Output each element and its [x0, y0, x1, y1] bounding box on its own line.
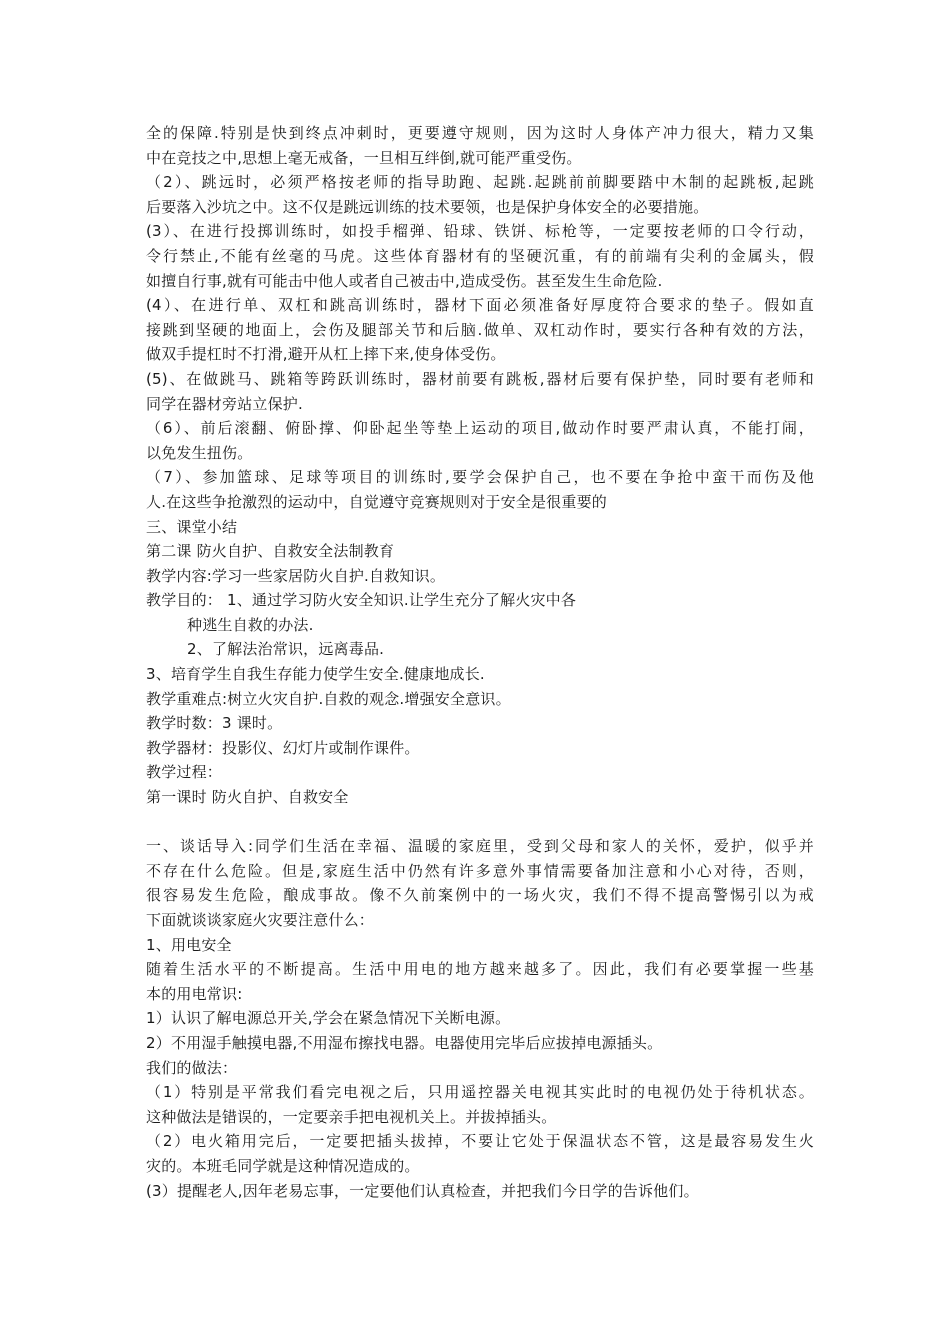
- list-item: (3）提醒老人,因年老易忘事，一定要他们认真检查，并把我们今日学的告诉他们。: [146, 1181, 699, 1200]
- paragraph-line: 教学重难点:树立火灾自护.自救的观念.增强安全意识。: [146, 689, 511, 708]
- paragraph-line: （2）、跳远时，必须严格按老师的指导助跑、起跳.起跳前前脚要踏中木制的起跳板,起跳: [146, 173, 814, 192]
- lesson-title: 第二课 防火自护、自救安全法制教育: [146, 542, 395, 561]
- paragraph-line: 同学在器材旁站立保护.: [146, 394, 303, 413]
- list-item: 1）认识了解电源总开关,学会在紧急情况下关断电源。: [146, 1009, 511, 1028]
- paragraph-line: 如擅自行事,就有可能击中他人或者自己被击中,造成受伤。甚至发生生命危险.: [146, 271, 663, 290]
- paragraph-line: 接跳到坚硬的地面上，会伤及腿部关节和后脑.做单、双杠动作时，要实行各种有效的方法，: [146, 320, 814, 339]
- paragraph-line: 2、了解法治常识，远离毒品.: [187, 640, 385, 659]
- paragraph-line: 全的保障.特别是快到终点冲刺时，更要遵守规则，因为这时人身体产冲力很大，精力又集: [146, 124, 814, 142]
- paragraph-line: 我们的做法：: [146, 1058, 238, 1077]
- paragraph-line: 人.在这些争抢激烈的运动中，自觉遵守竞赛规则对于安全是很重要的: [146, 492, 607, 511]
- paragraph-line: 种逃生自救的办法.: [187, 615, 314, 634]
- paragraph-line: 中在竞技之中,思想上毫无戒备，一旦相互绊倒,就可能严重受伤。: [146, 148, 582, 167]
- paragraph-line: 灾的。本班毛同学就是这种情况造成的。: [146, 1156, 420, 1175]
- list-item: （1）特别是平常我们看完电视之后，只用遥控器关电视其实此时的电视仍处于待机状态。: [146, 1083, 814, 1102]
- section-heading: 三、课堂小结: [146, 517, 238, 536]
- paragraph-line: （7）、参加篮球、足球等项目的训练时,要学会保护自己，也不要在争抢中蛮干而伤及他: [146, 468, 814, 487]
- paragraph-line: 本的用电常识:: [146, 984, 243, 1003]
- paragraph-line: 教学时数：3 课时。: [146, 714, 283, 733]
- paragraph-line: 教学内容:学习一些家居防火自护.自救知识。: [146, 566, 446, 585]
- paragraph-line: 下面就谈谈家庭火灾要注意什么：: [146, 911, 375, 929]
- subsection-heading: 1、用电安全: [146, 935, 232, 954]
- paragraph-line: (5)、在做跳马、跳箱等跨跃训练时，器材前要有跳板,器材后要有保护垫，同时要有老师和: [146, 369, 814, 388]
- paragraph-line: 做双手提杠时不打滑,避开从杠上摔下来,使身体受伤。: [146, 345, 506, 364]
- blank-line: [146, 810, 814, 835]
- paragraph-line: 后要落入沙坑之中。这不仅是跳远训练的技术要领，也是保护身体安全的必要措施。: [146, 197, 709, 216]
- paragraph-line: 很容易发生危险，酿成事故。像不久前案例中的一场火灾，我们不得不提高警惕引以为戒: [146, 886, 814, 905]
- list-item: （2）电火箱用完后，一定要把插头拔掉，不要让它处于保温状态不管，这是最容易发生火: [146, 1132, 814, 1151]
- document-page: [146, 121, 814, 1203]
- paragraph-line: (4）、在进行单、双杠和跳高训练时，器材下面必须准备好厚度符合要求的垫子。假如直: [146, 296, 814, 315]
- paragraph-line: 随着生活水平的不断提高。生活中用电的地方越来越多了。因此，我们有必要掌握一些基: [146, 960, 814, 979]
- paragraph-line: 一、谈话导入:同学们生活在幸福、温暖的家庭里，受到父母和家人的关怀，爱护，似乎并: [146, 837, 814, 856]
- paragraph-line: 教学过程：: [146, 763, 223, 782]
- paragraph-line: 不存在什么危险。但是,家庭生活中仍然有许多意外事情需要备加注意和小心对待，否则，: [146, 861, 814, 880]
- paragraph-line: 这种做法是错误的，一定要亲手把电视机关上。并拔掉插头。: [146, 1107, 557, 1126]
- paragraph-line: 教学目的： 1、通过学习防火安全知识.让学生充分了解火灾中各: [146, 591, 577, 610]
- paragraph-line: 令行禁止,不能有丝毫的马虎。这些体育器材有的坚硬沉重，有的前端有尖利的金属头，假: [146, 246, 814, 265]
- paragraph-line: 以免发生扭伤。: [146, 443, 253, 462]
- list-item: 2）不用湿手触摸电器,不用湿布擦找电器。电器使用完毕后应拔掉电源插头。: [146, 1033, 663, 1052]
- paragraph-line: 3、培育学生自我生存能力使学生安全.健康地成长.: [146, 665, 485, 684]
- lesson-session-title: 第一课时 防火自护、自救安全: [146, 788, 349, 807]
- paragraph-line: （6）、前后滚翻、俯卧撑、仰卧起坐等垫上运动的项目,做动作时要严肃认真，不能打闹，: [146, 419, 814, 438]
- paragraph-line: (3）、在进行投掷训练时，如投手榴弹、铅球、铁饼、标枪等，一定要按老师的口令行动，: [146, 222, 814, 241]
- paragraph-line: 教学器材：投影仪、幻灯片或制作课件。: [146, 738, 420, 757]
